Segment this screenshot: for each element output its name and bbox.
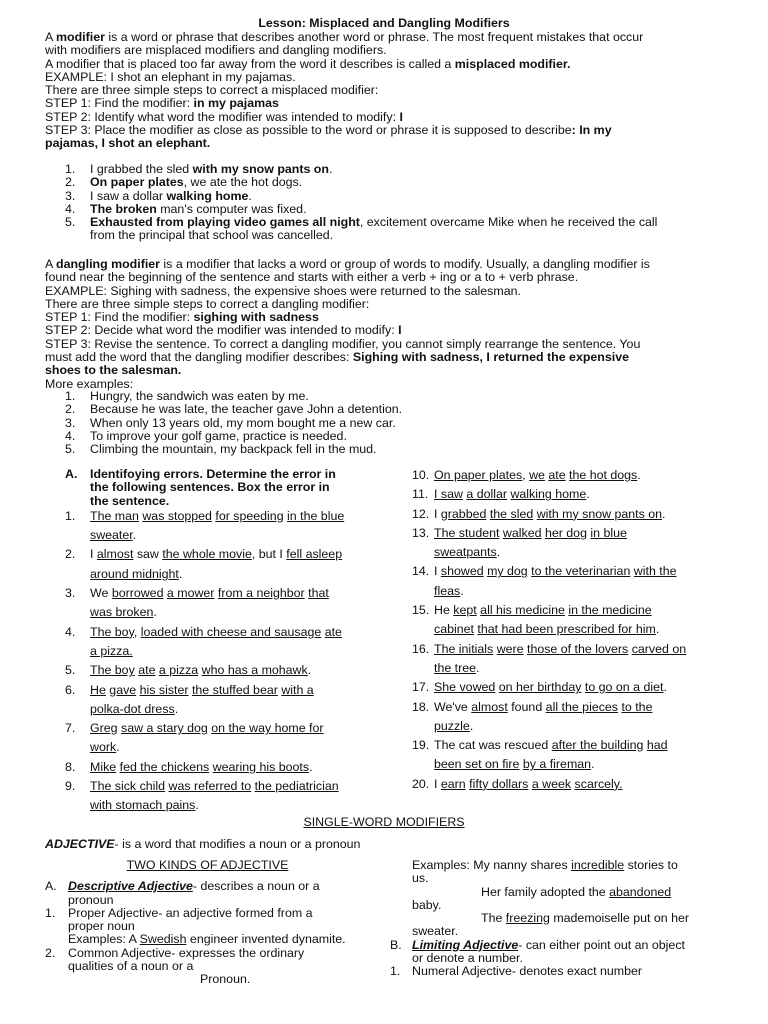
intro-line-1: A modifier is a word or phrase that describes another word or phrase. The most frequent mistakes that occur xyxy=(45,30,644,44)
misplaced-examples-list xyxy=(45,163,725,243)
exercise-item: 10. On paper plates, we ate the hot dogs. xyxy=(412,468,641,482)
dangling-examples-list xyxy=(45,390,725,456)
adjective-right-column xyxy=(390,859,730,979)
misplaced-step-3: STEP 3: Place the modifier as close as possible to the word or phrase it is supposed to describe: In my xyxy=(45,123,612,138)
list-item: 4. The broken man's computer was fixed. xyxy=(65,201,307,216)
exercise-item: 19. The cat was rescued after the building had been set on fire by a fireman. xyxy=(412,738,668,772)
exercise-item: 18. We've almost found all the pieces to the puzzle. xyxy=(412,699,653,733)
dangling-step-3: STEP 3: Revise the sentence. To correct a dangling modifier, you cannot simply rearrange the sentence. You xyxy=(45,336,641,351)
misplaced-example: EXAMPLE: I shot an elephant in my pajamas. xyxy=(45,69,296,84)
list-item: 5. Climbing the mountain, my backpack fell in the mud. xyxy=(65,442,377,457)
lesson-title: Lesson: Misplaced and Dangling Modifiers xyxy=(258,16,510,30)
list-item: 2. On paper plates, we ate the hot dogs. xyxy=(65,175,303,190)
exercise-item: 11. I saw a dollar walking home. xyxy=(412,487,590,502)
exercise-item: 14. I showed my dog to the veterinarian with the fleas. xyxy=(412,564,677,598)
dangling-section xyxy=(45,258,723,391)
adjective-left-column xyxy=(45,859,390,987)
exercise-heading: A. Identifoying errors. Determine the error in the following sentences. Box the error in the sentence. xyxy=(65,467,336,508)
exercise-item: 5. The boy ate a pizza who has a mohawk. xyxy=(65,663,312,678)
exercise-item: 13. The student walked her dog in blue sweatpants. xyxy=(412,525,627,560)
exercise-item: 16. The initials were those of the lovers carved on the tree. xyxy=(412,641,687,675)
dangling-step-1: STEP 1: Find the modifier: sighing with sadness xyxy=(45,310,319,325)
list-item: 3. I saw a dollar walking home. xyxy=(65,188,252,203)
exercise-left-column xyxy=(45,468,390,816)
list-item: 4. To improve your golf game, practice is needed. xyxy=(65,428,347,443)
dangling-definition: A dangling modifier is a modifier that lacks a word or group of words to modify. Usually, a dangling modifier is xyxy=(45,257,650,271)
exercise-item: 12. I grabbed the sled with my snow pants on. xyxy=(412,506,666,521)
more-examples-label: More examples: xyxy=(45,376,134,391)
dangling-definition-cont: found near the beginning of the sentence and starts with either a verb + ing or a to + verb phrase. xyxy=(45,270,579,285)
exercise-item: 2. I almost saw the whole movie, but I fell asleep around midnight. xyxy=(65,547,343,581)
proper-adjective: 1. Proper Adjective- an adjective formed from a proper noun Examples: A Swedish engineer invented dynamite. xyxy=(45,905,346,947)
list-item: 1. I grabbed the sled with my snow pants on. xyxy=(65,162,333,176)
exercise-item: 7. Greg saw a stary dog on the way home for work. xyxy=(65,721,324,755)
adjective-definition: ADJECTIVE- is a word that modifies a noun or a pronoun xyxy=(45,837,361,851)
limiting-adjective: B. Limiting Adjective- can either point out an object or denote a number. xyxy=(390,937,685,966)
exercise-item: 4. The boy, loaded with cheese and sausage ate a pizza. xyxy=(65,624,342,658)
misplaced-step-2: STEP 2: Identify what word the modifier was intended to modify: I xyxy=(45,109,403,124)
dangling-step-3-cont: must add the word that the dangling modifier describes: Sighing with sadness, I returned the expensive xyxy=(45,350,629,365)
exercise-item: 9. The sick child was referred to the pediatrician with stomach pains. xyxy=(65,779,339,813)
misplaced-steps-intro: There are three simple steps to correct a misplaced modifier: xyxy=(45,83,379,98)
list-item: 2. Because he was late, the teacher gave John a detention. xyxy=(65,402,403,417)
dangling-example: EXAMPLE: Sighing with sadness, the expensive shoes were returned to the salesman. xyxy=(45,283,521,298)
exercise-item: 1. The man was stopped for speeding in the blue sweater. xyxy=(65,508,345,543)
descriptive-adjective: A. Descriptive Adjective- describes a noun or a pronoun xyxy=(45,879,320,907)
intro-line-2: with modifiers are misplaced modifiers and dangling modifiers. xyxy=(45,43,387,58)
list-item: 3. When only 13 years old, my mom bought me a new car. xyxy=(65,415,396,430)
exercise-right-column xyxy=(412,466,732,794)
exercise-item: 17. She vowed on her birthday to go on a diet. xyxy=(412,680,667,695)
dangling-steps-intro: There are three simple steps to correct a dangling modifier: xyxy=(45,296,370,311)
intro-section xyxy=(45,31,723,151)
exercise-item: 15. He kept all his medicine in the medicine cabinet that had been prescribed for him. xyxy=(412,603,660,637)
single-word-heading: SINGLE-WORD MODIFIERS xyxy=(303,815,465,829)
two-kinds-heading: TWO KINDS OF ADJECTIVE xyxy=(126,858,289,872)
numeral-adjective: 1. Numeral Adjective- denotes exact number xyxy=(390,964,643,979)
misplaced-definition: A modifier that is placed too far away from the word it describes is called a misplaced modifier. xyxy=(45,56,571,71)
exercise-item: 20. I earn fifty dollars a week scarcely. xyxy=(412,776,623,791)
dangling-step-3-end: shoes to the salesman. xyxy=(45,363,182,378)
misplaced-step-1: STEP 1: Find the modifier: in my pajamas xyxy=(45,96,279,111)
dangling-step-2: STEP 2: Decide what word the modifier was intended to modify: I xyxy=(45,323,402,338)
exercise-item: 8. Mike fed the chickens wearing his boots. xyxy=(65,759,313,774)
exercise-item: 6. He gave his sister the stuffed bear with a polka-dot dress. xyxy=(65,682,314,716)
common-examples: Examples: My nanny shares incredible stories to us. Her family adopted the abandoned baby. The freezing mademoiselle put on her sweater. xyxy=(412,858,690,939)
list-item: 5. Exhausted from playing video games all night, excitement overcame Mike when he received the call from the principal that school was cancelled. xyxy=(65,215,658,243)
exercise-item: 3. We borrowed a mower from a neighbor that was broken. xyxy=(65,586,329,620)
misplaced-step-3-cont: pajamas, I shot an elephant. xyxy=(45,136,211,151)
list-item: 1. Hungry, the sandwich was eaten by me. xyxy=(65,389,309,403)
common-adjective: 2. Common Adjective- expresses the ordinary qualities of a noun or a Pronoun. xyxy=(45,945,305,987)
